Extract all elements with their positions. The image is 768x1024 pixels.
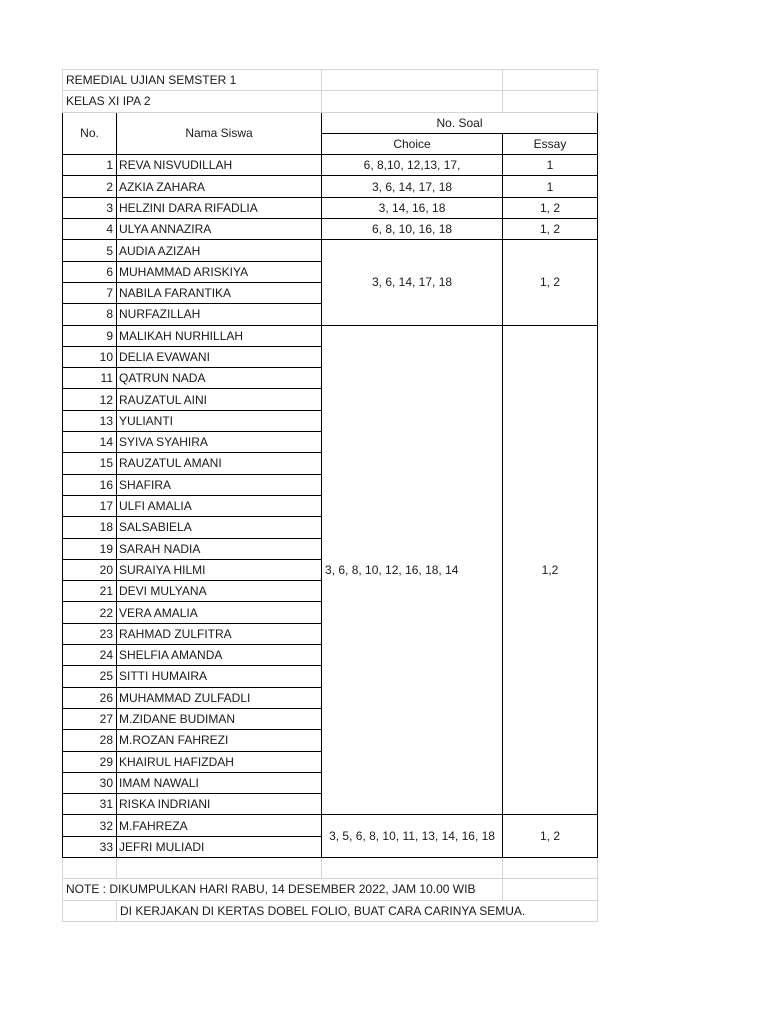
class-label[interactable]: KELAS XI IPA 2 bbox=[63, 91, 322, 112]
choice-questions-cell[interactable]: 6, 8,10, 12,13, 17, bbox=[322, 155, 503, 176]
student-number[interactable]: 23 bbox=[63, 623, 117, 644]
essay-questions-cell[interactable]: 1,2 bbox=[503, 325, 598, 815]
student-name[interactable]: AZKIA ZAHARA bbox=[117, 176, 322, 197]
student-name[interactable]: JEFRI MULIADI bbox=[117, 836, 322, 857]
student-name[interactable]: REVA NISVUDILLAH bbox=[117, 155, 322, 176]
choice-questions-cell[interactable]: 3, 6, 14, 17, 18 bbox=[322, 176, 503, 197]
student-name[interactable]: QATRUN NADA bbox=[117, 368, 322, 389]
student-number[interactable]: 31 bbox=[63, 794, 117, 815]
blank-row bbox=[63, 857, 598, 878]
empty-cell[interactable] bbox=[322, 70, 503, 91]
table-row bbox=[63, 325, 598, 346]
empty-cell[interactable] bbox=[503, 879, 598, 900]
empty-cell[interactable] bbox=[322, 857, 503, 878]
choice-questions-cell[interactable]: 6, 8, 10, 16, 18 bbox=[322, 219, 503, 240]
column-header-no-soal[interactable]: No. Soal bbox=[322, 112, 598, 133]
student-number[interactable]: 10 bbox=[63, 346, 117, 367]
table-row bbox=[63, 240, 598, 261]
header-row-1 bbox=[63, 112, 598, 133]
sheet-title[interactable]: REMEDIAL UJIAN SEMSTER 1 bbox=[63, 70, 322, 91]
student-number[interactable]: 25 bbox=[63, 666, 117, 687]
student-number[interactable]: 12 bbox=[63, 389, 117, 410]
student-number[interactable]: 24 bbox=[63, 645, 117, 666]
essay-questions-cell[interactable]: 1, 2 bbox=[503, 197, 598, 218]
essay-questions-cell[interactable]: 1, 2 bbox=[503, 240, 598, 325]
student-number[interactable]: 4 bbox=[63, 219, 117, 240]
column-header-name[interactable]: Nama Siswa bbox=[117, 112, 322, 155]
student-number[interactable]: 2 bbox=[63, 176, 117, 197]
student-number[interactable]: 30 bbox=[63, 772, 117, 793]
table-row bbox=[63, 815, 598, 836]
student-number[interactable]: 33 bbox=[63, 836, 117, 857]
column-header-choice[interactable]: Choice bbox=[322, 133, 503, 154]
student-number[interactable]: 5 bbox=[63, 240, 117, 261]
student-name[interactable]: SITTI HUMAIRA bbox=[117, 666, 322, 687]
table-row bbox=[63, 219, 598, 240]
student-number[interactable]: 17 bbox=[63, 495, 117, 516]
student-name[interactable]: YULIANTI bbox=[117, 410, 322, 431]
student-name[interactable]: HELZINI DARA RIFADLIA bbox=[117, 197, 322, 218]
essay-questions-cell[interactable]: 1, 2 bbox=[503, 219, 598, 240]
student-name[interactable]: MUHAMMAD ARISKIYA bbox=[117, 261, 322, 282]
student-number[interactable]: 14 bbox=[63, 432, 117, 453]
student-name[interactable]: SHAFIRA bbox=[117, 474, 322, 495]
student-name[interactable]: SYIVA SYAHIRA bbox=[117, 432, 322, 453]
column-header-no[interactable]: No. bbox=[63, 112, 117, 155]
student-number[interactable]: 19 bbox=[63, 538, 117, 559]
note-instructions[interactable]: DI KERJAKAN DI KERTAS DOBEL FOLIO, BUAT CARA CARINYA SEMUA. bbox=[117, 900, 598, 921]
choice-questions-cell[interactable]: 3, 6, 14, 17, 18 bbox=[322, 240, 503, 325]
student-number[interactable]: 29 bbox=[63, 751, 117, 772]
student-name[interactable]: RAHMAD ZULFITRA bbox=[117, 623, 322, 644]
empty-cell[interactable] bbox=[63, 857, 117, 878]
table-row bbox=[63, 176, 598, 197]
empty-cell[interactable] bbox=[117, 857, 322, 878]
student-number[interactable]: 13 bbox=[63, 410, 117, 431]
choice-questions-cell[interactable]: 3, 5, 6, 8, 10, 11, 13, 14, 16, 18 bbox=[322, 815, 503, 858]
student-name[interactable]: DELIA EVAWANI bbox=[117, 346, 322, 367]
spreadsheet bbox=[62, 69, 597, 922]
note-row bbox=[63, 900, 598, 921]
table-row bbox=[63, 197, 598, 218]
class-row bbox=[63, 91, 598, 112]
empty-cell[interactable] bbox=[503, 91, 598, 112]
student-name[interactable]: RAUZATUL AMANI bbox=[117, 453, 322, 474]
student-name[interactable]: NABILA FARANTIKA bbox=[117, 282, 322, 303]
student-name[interactable]: SARAH NADIA bbox=[117, 538, 322, 559]
student-name[interactable]: SHELFIA AMANDA bbox=[117, 645, 322, 666]
title-row bbox=[63, 70, 598, 91]
student-number[interactable]: 26 bbox=[63, 687, 117, 708]
empty-cell[interactable] bbox=[322, 91, 503, 112]
student-name[interactable]: KHAIRUL HAFIZDAH bbox=[117, 751, 322, 772]
student-name[interactable]: MUHAMMAD ZULFADLI bbox=[117, 687, 322, 708]
student-name[interactable]: RISKA INDRIANI bbox=[117, 794, 322, 815]
student-name[interactable]: SALSABIELA bbox=[117, 517, 322, 538]
student-number[interactable]: 8 bbox=[63, 304, 117, 325]
student-number[interactable]: 1 bbox=[63, 155, 117, 176]
student-name[interactable]: ULFI AMALIA bbox=[117, 495, 322, 516]
student-number[interactable]: 32 bbox=[63, 815, 117, 836]
student-name[interactable]: RAUZATUL AINI bbox=[117, 389, 322, 410]
student-number[interactable]: 22 bbox=[63, 602, 117, 623]
student-name[interactable]: AUDIA AZIZAH bbox=[117, 240, 322, 261]
student-number[interactable]: 16 bbox=[63, 474, 117, 495]
choice-questions-cell[interactable]: 3, 6, 8, 10, 12, 16, 18, 14 bbox=[322, 325, 503, 815]
student-name[interactable]: M.FAHREZA bbox=[117, 815, 322, 836]
student-name[interactable]: MALIKAH NURHILLAH bbox=[117, 325, 322, 346]
note-row bbox=[63, 879, 598, 900]
note-deadline[interactable]: NOTE : DIKUMPULKAN HARI RABU, 14 DESEMBER 2022, JAM 10.00 WIB bbox=[63, 879, 503, 900]
essay-questions-cell[interactable]: 1, 2 bbox=[503, 815, 598, 858]
student-number[interactable]: 11 bbox=[63, 368, 117, 389]
essay-questions-cell[interactable]: 1 bbox=[503, 176, 598, 197]
student-number[interactable]: 15 bbox=[63, 453, 117, 474]
choice-questions-cell[interactable]: 3, 14, 16, 18 bbox=[322, 197, 503, 218]
student-number[interactable]: 7 bbox=[63, 282, 117, 303]
student-name[interactable]: SURAIYA HILMI bbox=[117, 559, 322, 580]
student-number[interactable]: 6 bbox=[63, 261, 117, 282]
table-row bbox=[63, 155, 598, 176]
empty-cell[interactable] bbox=[503, 70, 598, 91]
column-header-essay[interactable]: Essay bbox=[503, 133, 598, 154]
student-name[interactable]: M.ZIDANE BUDIMAN bbox=[117, 708, 322, 729]
empty-cell[interactable] bbox=[503, 857, 598, 878]
student-number[interactable]: 27 bbox=[63, 708, 117, 729]
student-name[interactable]: DEVI MULYANA bbox=[117, 581, 322, 602]
essay-questions-cell[interactable]: 1 bbox=[503, 155, 598, 176]
empty-cell[interactable] bbox=[63, 900, 117, 921]
student-name[interactable]: VERA AMALIA bbox=[117, 602, 322, 623]
student-number[interactable]: 28 bbox=[63, 730, 117, 751]
student-number[interactable]: 21 bbox=[63, 581, 117, 602]
student-name[interactable]: M.ROZAN FAHREZI bbox=[117, 730, 322, 751]
student-name[interactable]: NURFAZILLAH bbox=[117, 304, 322, 325]
student-number[interactable]: 18 bbox=[63, 517, 117, 538]
table-body bbox=[63, 70, 598, 922]
student-number[interactable]: 9 bbox=[63, 325, 117, 346]
student-name[interactable]: ULYA ANNAZIRA bbox=[117, 219, 322, 240]
remedial-table bbox=[62, 69, 598, 922]
student-number[interactable]: 20 bbox=[63, 559, 117, 580]
student-name[interactable]: IMAM NAWALI bbox=[117, 772, 322, 793]
student-number[interactable]: 3 bbox=[63, 197, 117, 218]
